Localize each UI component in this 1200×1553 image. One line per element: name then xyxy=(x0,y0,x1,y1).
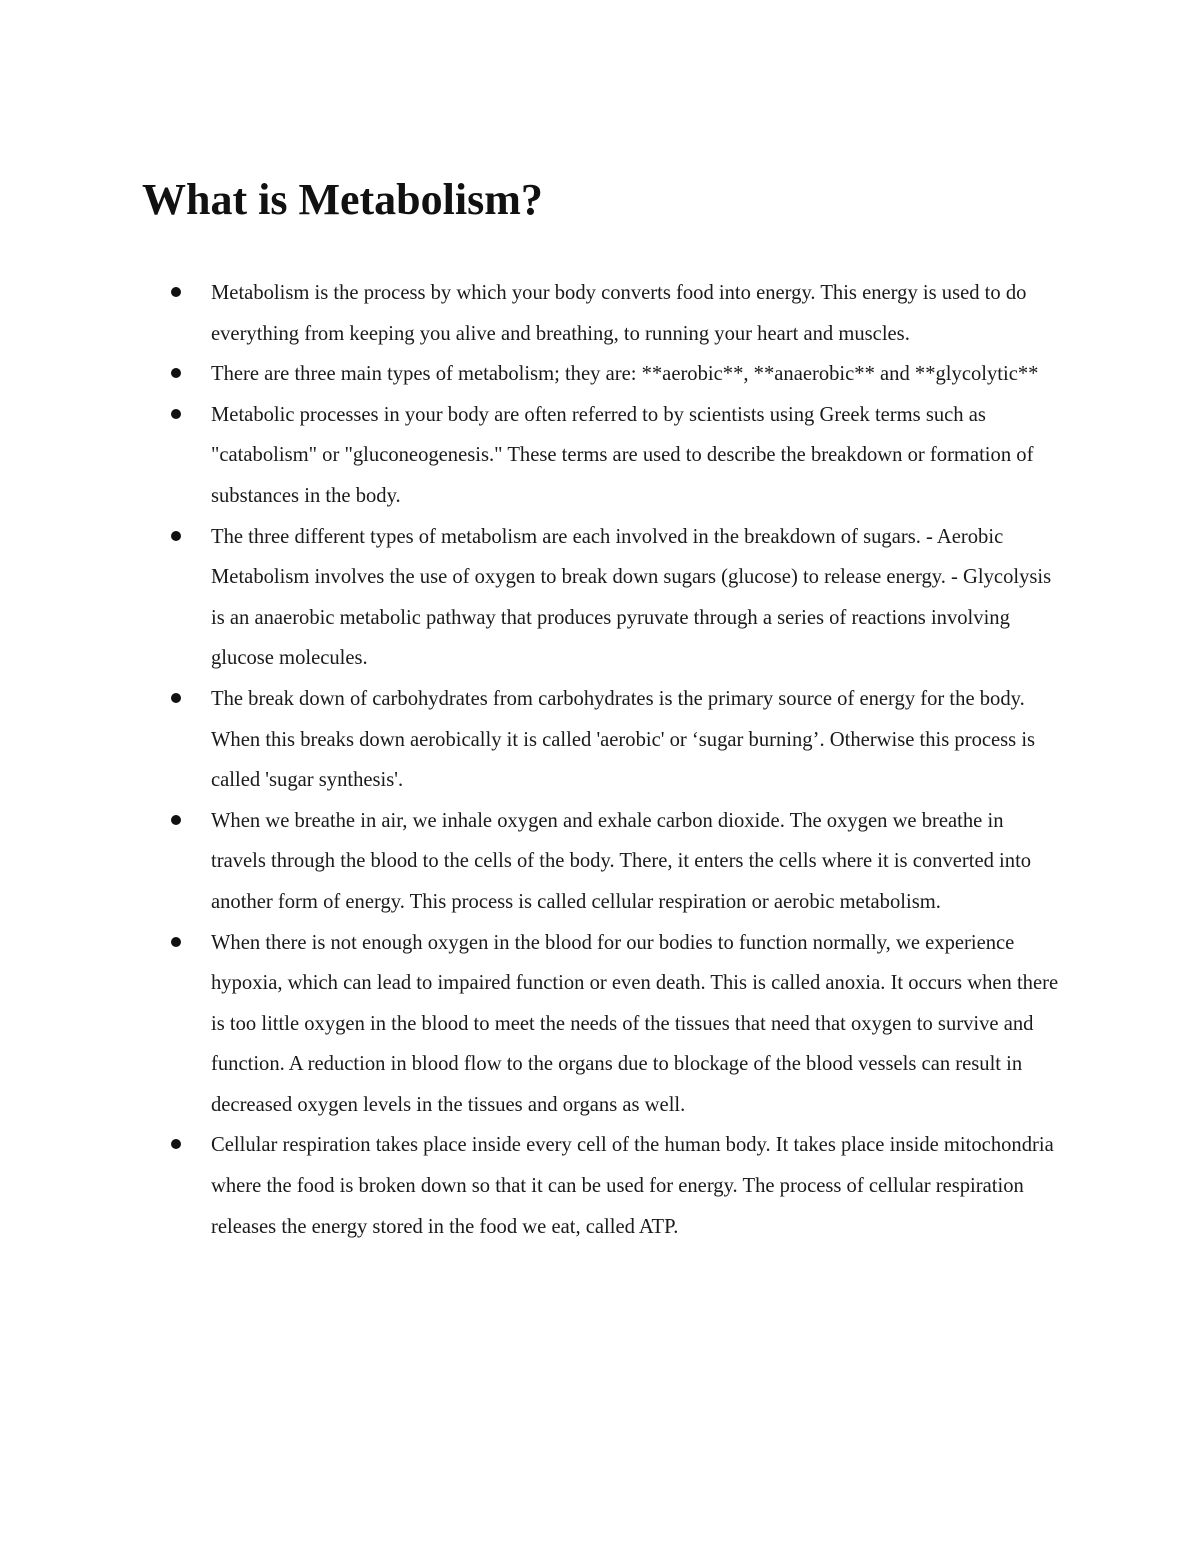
list-item-text: There are three main types of metabolism; they are: **aerobic**, **anaerobic** and **glycolytic** xyxy=(211,363,1039,386)
list-item xyxy=(0,395,1061,517)
bullet-list xyxy=(0,273,1200,1247)
list-item xyxy=(0,517,1061,679)
page-title: What is Metabolism? xyxy=(142,175,543,224)
bullet-icon xyxy=(171,815,181,825)
list-item-text: Metabolic processes in your body are often referred to by scientists using Greek terms such as "catabolism" or "gluconeogenesis." These terms are used to describe the breakdown or formation of substances in the body. xyxy=(211,403,1034,507)
list-item-text: The three different types of metabolism are each involved in the breakdown of sugars. - Aerobic Metabolism involves the use of oxygen to break down sugars (glucose) to release energy. - Glycolysis is an anaerobic metabolic pathway that produces pyruvate through a series of reactions involving glucose molecules. xyxy=(211,525,1052,670)
bullet-icon xyxy=(171,693,181,703)
bullet-icon xyxy=(171,409,181,419)
list-item xyxy=(0,679,1061,801)
bullet-icon xyxy=(171,287,181,297)
list-item xyxy=(0,923,1061,1126)
list-item-text: When there is not enough oxygen in the blood for our bodies to function normally, we experience hypoxia, which can lead to impaired function or even death. This is called anoxia. It occurs when there is too little oxygen in the blood to meet the needs of the tissues that need that oxygen to survive and function. A reduction in blood flow to the organs due to blockage of the blood vessels can result in decreased oxygen levels in the tissues and organs as well. xyxy=(211,931,1059,1116)
list-item-text: Cellular respiration takes place inside every cell of the human body. It takes place inside mitochondria where the food is broken down so that it can be used for energy. The process of cellular respiration releases the energy stored in the food we eat, called ATP. xyxy=(211,1134,1054,1238)
bullet-icon xyxy=(171,531,181,541)
bullet-icon xyxy=(171,368,181,378)
list-item xyxy=(0,354,1061,395)
list-item xyxy=(0,801,1061,923)
list-item-text: The break down of carbohydrates from carbohydrates is the primary source of energy for the body. When this breaks down aerobically it is called 'aerobic' or ‘sugar burning’. Otherwise this process is called 'sugar synthesis'. xyxy=(211,687,1036,792)
bullet-icon xyxy=(171,1139,181,1149)
list-item-text: Metabolism is the process by which your body converts food into energy. This energy is used to do everything from keeping you alive and breathing, to running your heart and muscles. xyxy=(211,282,1027,345)
list-item xyxy=(0,1125,1061,1247)
bullet-icon xyxy=(171,937,181,947)
list-item xyxy=(0,273,1061,354)
list-item-text: When we breathe in air, we inhale oxygen and exhale carbon dioxide. The oxygen we breathe in travels through the blood to the cells of the body. There, it enters the cells where it is converted into another form of energy. This process is called cellular respiration or aerobic metabolism. xyxy=(211,809,1032,913)
